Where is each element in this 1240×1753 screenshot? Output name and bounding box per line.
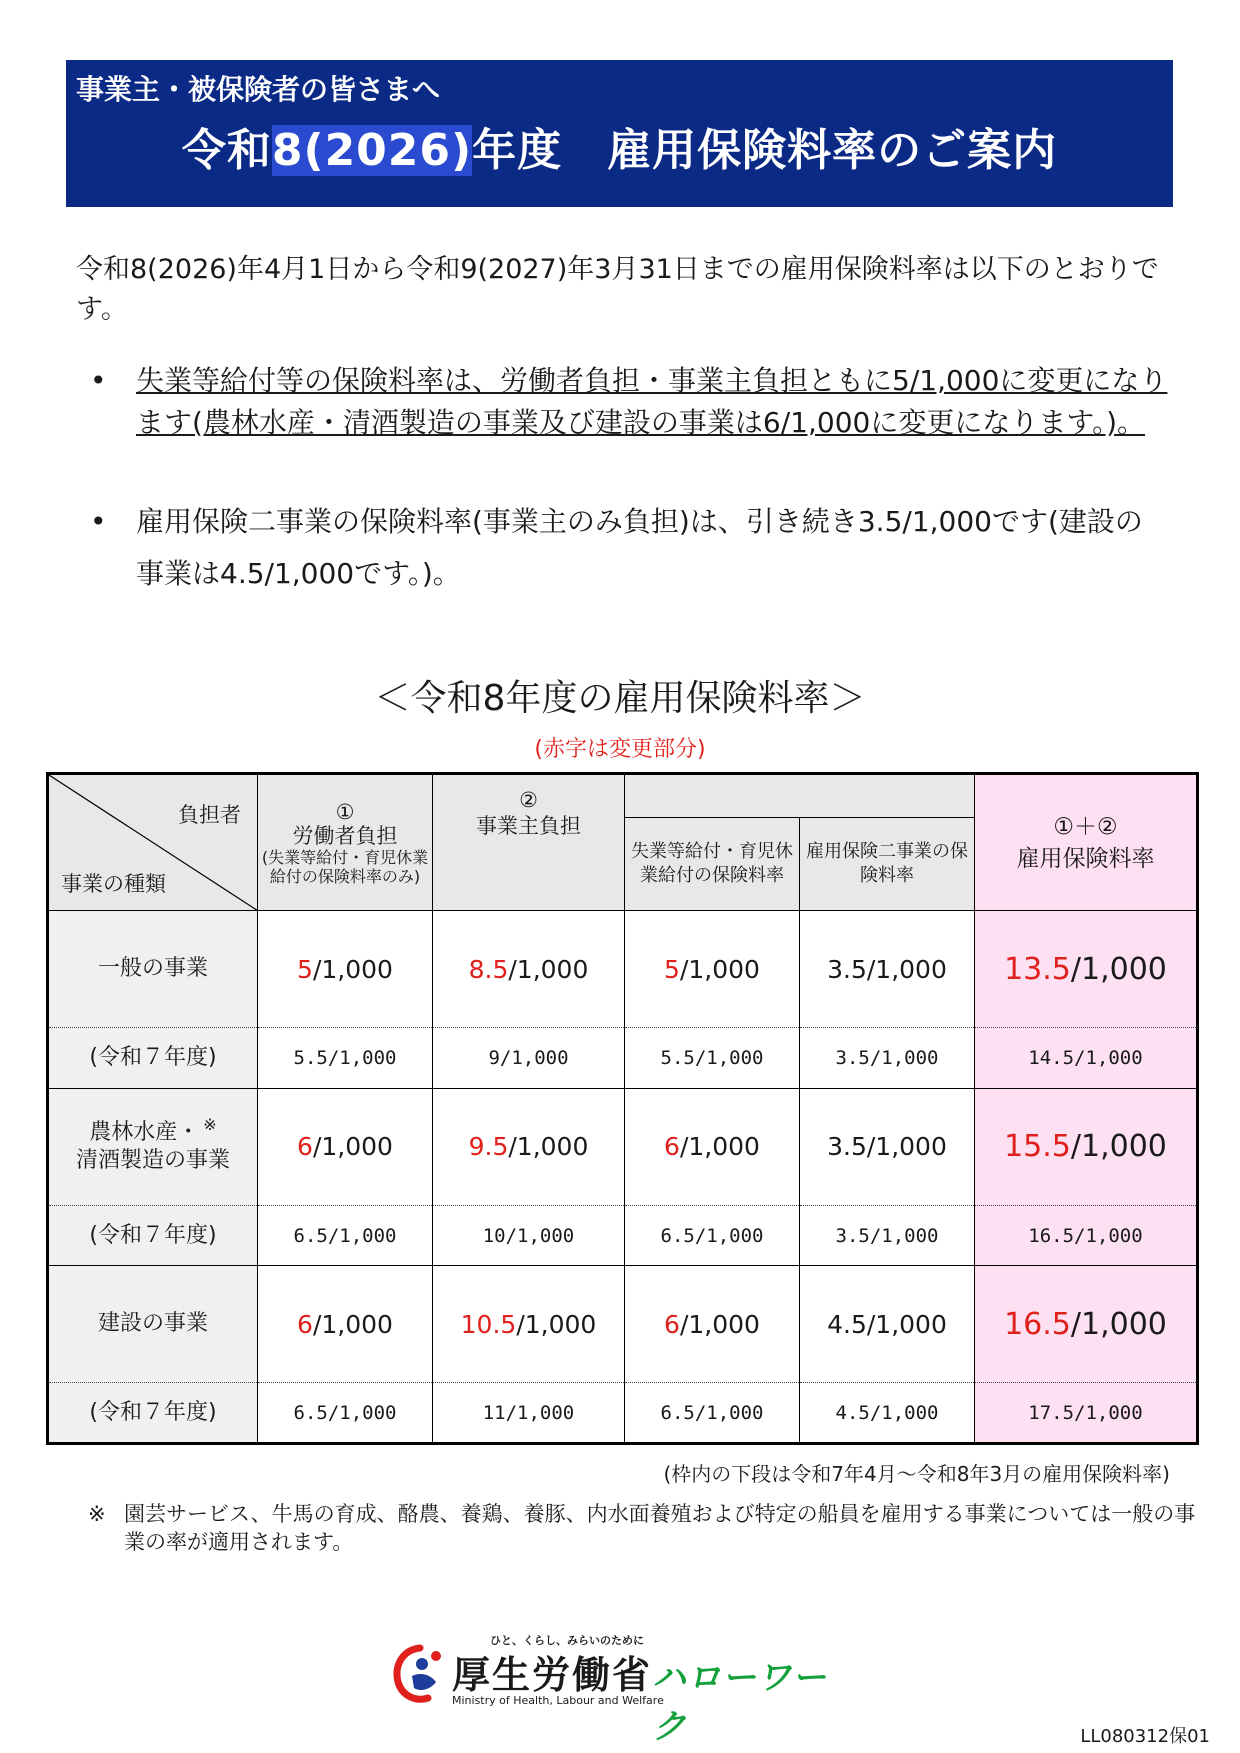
logo-english-name: Ministry of Health, Labour and Welfare <box>452 1694 664 1707</box>
prev-rate-employer-unemployment: 6.5/1,000 <box>625 1205 800 1266</box>
rate-total: 15.5/1,000 <box>975 1088 1198 1205</box>
table-note: (赤字は変更部分) <box>534 737 706 762</box>
header-employer <box>433 774 625 911</box>
bullet-dot: • <box>90 505 107 538</box>
intro-text: 令和8(2026)年4月1日から令和9(2027)年3月31日までの雇用保険料率は以下のとおりです。 <box>76 254 1159 325</box>
rate-employer: 10.5/1,000 <box>433 1266 625 1383</box>
logo-tagline: ひと、くらし、みらいのために <box>490 1634 644 1647</box>
header-employer-title: 事業主負担 <box>476 814 581 838</box>
table-row <box>48 911 1198 1028</box>
banner-title <box>66 114 1173 178</box>
header-worker-num: ① <box>335 799 355 824</box>
bullet-text: 失業等給付等の保険料率は、労働者負担・事業主負担ともに5/1,000に変更になります(農林水産・清酒製造の事業及び建設の事業は6/1,000に変更になります。)。 <box>136 364 1168 439</box>
bullet-list <box>90 360 1170 600</box>
table-row <box>48 1088 1198 1205</box>
prev-year-label: (令和７年度) <box>48 1205 258 1266</box>
logo-ministry-name: 厚生労働省 <box>452 1653 653 1697</box>
footnote-period: (枠内の下段は令和7年4月～令和8年3月の雇用保険料率) <box>663 1462 1170 1486</box>
ministry-logo <box>390 1632 860 1747</box>
prev-rate-worker: 6.5/1,000 <box>258 1205 433 1266</box>
rate-employer: 9.5/1,000 <box>433 1088 625 1205</box>
table-row <box>48 1266 1198 1383</box>
rate-employer: 8.5/1,000 <box>433 911 625 1028</box>
header-employer-unemployment: 失業等給付・育児休業給付の保険料率 <box>625 818 800 911</box>
table-row-prev <box>48 1028 1198 1089</box>
prev-rate-employer-unemployment: 6.5/1,000 <box>625 1383 800 1444</box>
prev-rate-employer-two-projects: 3.5/1,000 <box>800 1028 975 1089</box>
bullet-item <box>90 360 1170 444</box>
corner-label-payer: 負担者 <box>178 803 241 827</box>
prev-rate-employer: 10/1,000 <box>433 1205 625 1266</box>
footnote-applicability <box>88 1500 1214 1556</box>
header-worker <box>258 774 433 911</box>
rate-total: 13.5/1,000 <box>975 911 1198 1028</box>
prev-rate-employer-two-projects: 4.5/1,000 <box>800 1383 975 1444</box>
banner-subtitle: 事業主・被保険者の皆さまへ <box>76 73 441 106</box>
prev-rate-total: 14.5/1,000 <box>975 1028 1198 1089</box>
document-code: LL080312保01 <box>1080 1726 1210 1747</box>
prev-rate-total: 16.5/1,000 <box>975 1205 1198 1266</box>
title-prefix: 令和 <box>181 125 272 176</box>
header-total <box>975 774 1198 911</box>
rates-table <box>46 772 1199 1445</box>
rate-worker: 6/1,000 <box>258 1266 433 1383</box>
bullet-dot: • <box>90 364 107 397</box>
title-suffix: 年度 雇用保険料率のご案内 <box>472 125 1058 176</box>
ministry-emblem-icon <box>390 1642 448 1706</box>
rate-worker: 6/1,000 <box>258 1088 433 1205</box>
logo-hellowork: ハローワーク <box>652 1658 827 1747</box>
prev-year-label: (令和７年度) <box>48 1028 258 1089</box>
prev-rate-employer-two-projects: 3.5/1,000 <box>800 1205 975 1266</box>
prev-rate-employer: 9/1,000 <box>433 1028 625 1089</box>
header-total-title: 雇用保険料率 <box>1016 845 1155 872</box>
table-title: ＜令和8年度の雇用保険料率＞ <box>374 678 866 719</box>
rate-worker: 5/1,000 <box>258 911 433 1028</box>
rate-employer-unemployment: 5/1,000 <box>625 911 800 1028</box>
rate-employer-two-projects: 3.5/1,000 <box>800 911 975 1028</box>
footnote-ref-mark: ※ <box>203 1114 217 1134</box>
prev-year-label: (令和７年度) <box>48 1383 258 1444</box>
header-employer-breakdown-top <box>625 774 975 818</box>
prev-rate-worker: 5.5/1,000 <box>258 1028 433 1089</box>
table-row-prev <box>48 1383 1198 1444</box>
prev-rate-total: 17.5/1,000 <box>975 1383 1198 1444</box>
rate-total: 16.5/1,000 <box>975 1266 1198 1383</box>
rate-employer-two-projects: 3.5/1,000 <box>800 1088 975 1205</box>
table-corner-cell <box>48 774 258 911</box>
title-year-highlight: 8(2026) <box>271 125 473 176</box>
prev-rate-employer: 11/1,000 <box>433 1383 625 1444</box>
title-banner <box>66 60 1173 207</box>
rate-employer-unemployment: 6/1,000 <box>625 1266 800 1383</box>
bullet-item <box>90 496 1170 600</box>
header-employer-num: ② <box>519 788 538 812</box>
footnote-mark: ※ <box>88 1502 106 1526</box>
prev-rate-employer-unemployment: 5.5/1,000 <box>625 1028 800 1089</box>
header-worker-title: 労働者負担 <box>292 823 398 848</box>
header-employer-two-projects: 雇用保険二事業の保険料率 <box>800 818 975 911</box>
business-type-general: 一般の事業 <box>48 911 258 1028</box>
rate-employer-unemployment: 6/1,000 <box>625 1088 800 1205</box>
table-row-prev <box>48 1205 1198 1266</box>
business-type-agriculture-sake: 農林水産・ ※ 清酒製造の事業 <box>48 1088 258 1205</box>
bullet-text: 雇用保険二事業の保険料率(事業主のみ負担)は、引き続き3.5/1,000です(建設の事業は4.5/1,000です。)。 <box>136 505 1143 590</box>
header-total-num: ①＋② <box>1053 813 1118 840</box>
prev-rate-worker: 6.5/1,000 <box>258 1383 433 1444</box>
footnote-text: 園芸サービス、牛馬の育成、酪農、養鶏、養豚、内水面養殖および特定の船員を雇用する事業については一般の事業の率が適用されます。 <box>124 1502 1196 1554</box>
corner-label-business: 事業の種類 <box>61 872 166 897</box>
business-type-construction: 建設の事業 <box>48 1266 258 1383</box>
rate-employer-two-projects: 4.5/1,000 <box>800 1266 975 1383</box>
header-worker-note: (失業等給付・育児休業給付の保険料率のみ) <box>261 847 429 886</box>
